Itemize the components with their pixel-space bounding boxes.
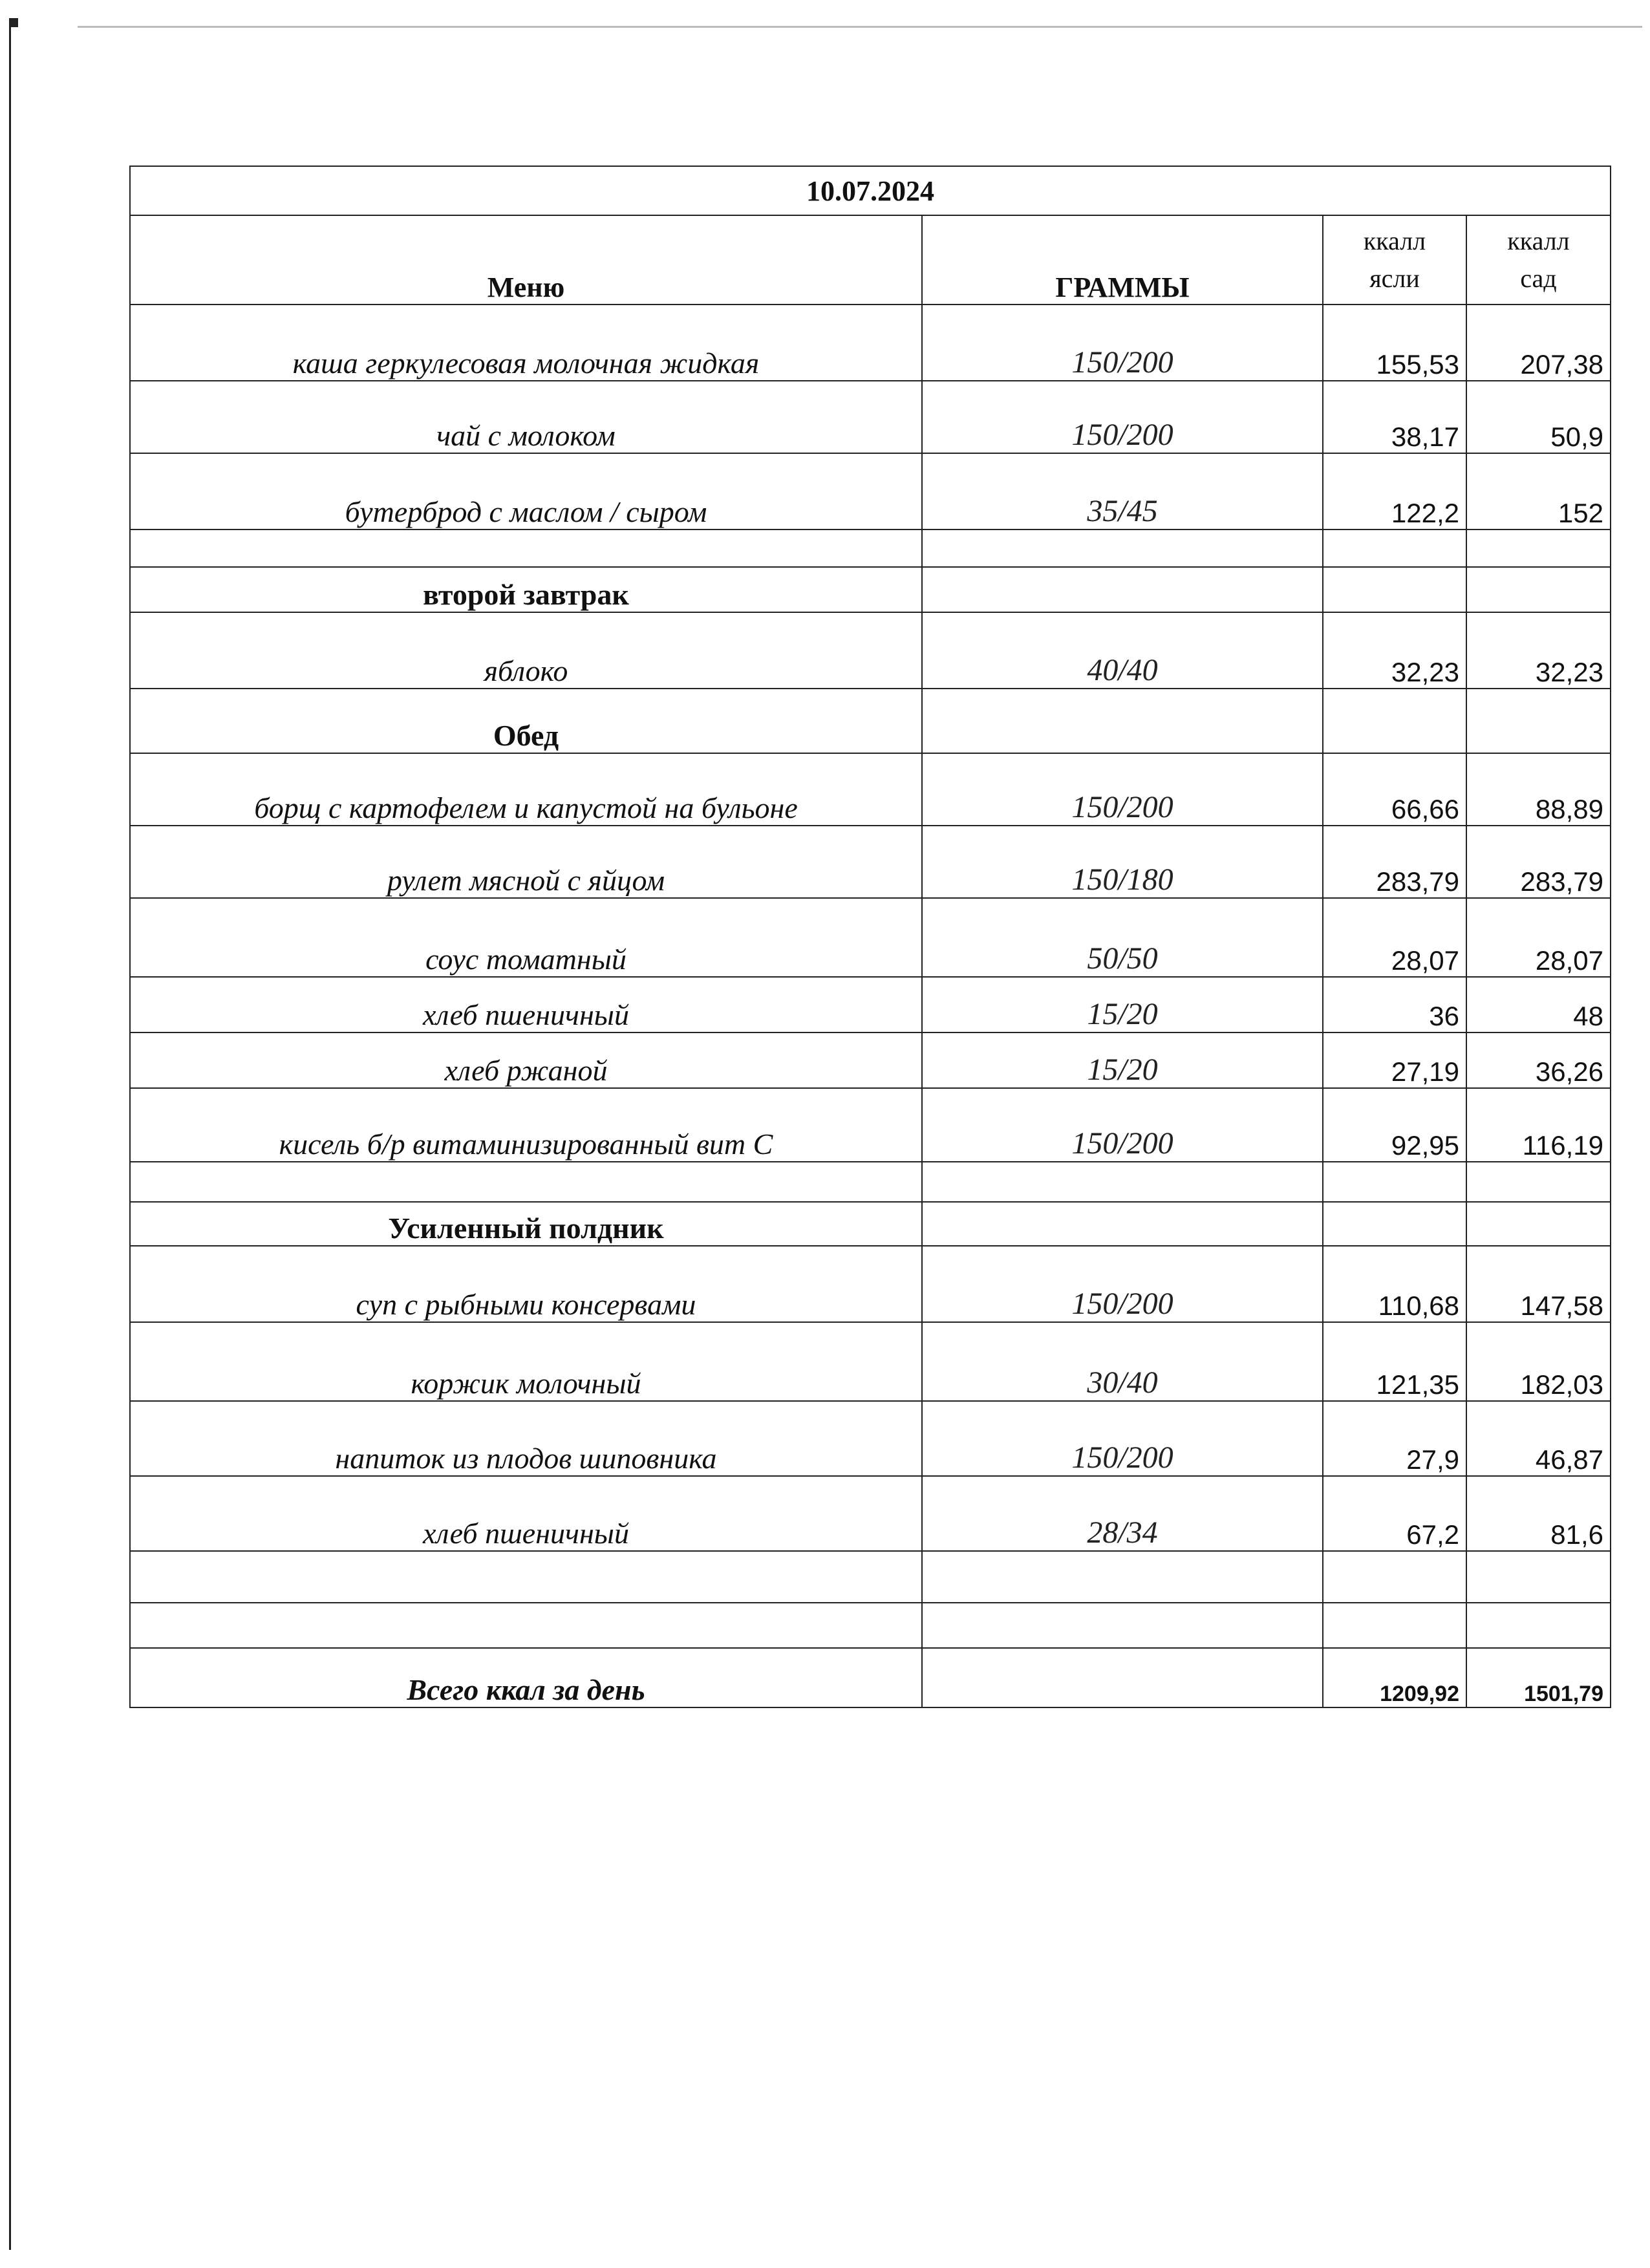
section-title: Усиленный полдник <box>130 1202 922 1246</box>
kcal-nursery-value: 28,07 <box>1323 898 1466 977</box>
section-row <box>130 689 1611 753</box>
dish-name: борщ с картофелем и капустой на бульоне <box>130 753 922 826</box>
section-title: Обед <box>130 689 922 753</box>
kcal-nursery-value: 27,19 <box>1323 1032 1466 1088</box>
empty-cell <box>1323 1551 1466 1603</box>
total-row <box>130 1648 1611 1707</box>
empty-cell <box>1323 567 1466 612</box>
kcal-garden-value: 36,26 <box>1466 1032 1611 1088</box>
kcal-nursery-value: 66,66 <box>1323 753 1466 826</box>
empty-cell <box>1323 530 1466 567</box>
menu-date: 10.07.2024 <box>130 166 1611 215</box>
empty-row <box>130 1603 1611 1648</box>
empty-cell <box>130 1551 922 1603</box>
kcal-garden-value: 182,03 <box>1466 1322 1611 1401</box>
kcal-nursery-line-1: ккалл <box>1363 226 1426 255</box>
kcal-nursery-value: 92,95 <box>1323 1088 1466 1162</box>
kcal-nursery-value: 38,17 <box>1323 381 1466 453</box>
column-header-grams: ГРАММЫ <box>922 215 1323 305</box>
dish-name: чай с молоком <box>130 381 922 453</box>
kcal-nursery-value: 283,79 <box>1323 826 1466 898</box>
menu-row <box>130 898 1611 977</box>
dish-name: суп с рыбными консервами <box>130 1246 922 1322</box>
dish-grams: 150/200 <box>922 305 1323 381</box>
dish-name: кисель б/р витаминизированный вит С <box>130 1088 922 1162</box>
kcal-garden-line-1: ккалл <box>1507 226 1570 255</box>
empty-cell <box>130 1162 922 1202</box>
dish-name: яблоко <box>130 612 922 689</box>
column-header-kcal-nursery <box>1323 215 1466 305</box>
empty-cell <box>130 530 922 567</box>
empty-row <box>130 1162 1611 1202</box>
section-row <box>130 567 1611 612</box>
section-row <box>130 1202 1611 1246</box>
empty-cell <box>1466 1551 1611 1603</box>
dish-name: хлеб пшеничный <box>130 1476 922 1551</box>
empty-cell <box>922 1551 1323 1603</box>
dish-grams: 15/20 <box>922 1032 1323 1088</box>
empty-row <box>130 1551 1611 1603</box>
menu-row <box>130 1476 1611 1551</box>
dish-name: бутерброд с маслом / сыром <box>130 453 922 530</box>
kcal-garden-value: 207,38 <box>1466 305 1611 381</box>
kcal-garden-value: 48 <box>1466 977 1611 1032</box>
empty-cell <box>922 530 1323 567</box>
menu-row <box>130 453 1611 530</box>
menu-row <box>130 1088 1611 1162</box>
empty-cell <box>1466 1162 1611 1202</box>
dish-grams: 150/200 <box>922 1088 1323 1162</box>
menu-row <box>130 1032 1611 1088</box>
kcal-garden-value: 28,07 <box>1466 898 1611 977</box>
kcal-garden-value: 116,19 <box>1466 1088 1611 1162</box>
empty-cell <box>1466 1603 1611 1648</box>
dish-name: рулет мясной с яйцом <box>130 826 922 898</box>
empty-row <box>130 530 1611 567</box>
kcal-nursery-value: 36 <box>1323 977 1466 1032</box>
empty-cell <box>1323 1202 1466 1246</box>
menu-row <box>130 1246 1611 1322</box>
empty-cell <box>1466 689 1611 753</box>
kcal-garden-value: 50,9 <box>1466 381 1611 453</box>
dish-grams: 150/180 <box>922 826 1323 898</box>
empty-cell <box>1466 567 1611 612</box>
kcal-nursery-value: 27,9 <box>1323 1401 1466 1476</box>
menu-row <box>130 305 1611 381</box>
kcal-garden-value: 46,87 <box>1466 1401 1611 1476</box>
scan-edge-left <box>9 26 11 2250</box>
empty-cell <box>922 1162 1323 1202</box>
kcal-garden-value: 32,23 <box>1466 612 1611 689</box>
dish-grams: 30/40 <box>922 1322 1323 1401</box>
dish-name: соус томатный <box>130 898 922 977</box>
kcal-garden-value: 81,6 <box>1466 1476 1611 1551</box>
kcal-garden-value: 283,79 <box>1466 826 1611 898</box>
dish-grams: 35/45 <box>922 453 1323 530</box>
menu-row <box>130 1322 1611 1401</box>
kcal-nursery-value: 122,2 <box>1323 453 1466 530</box>
kcal-nursery-value: 32,23 <box>1323 612 1466 689</box>
menu-row <box>130 977 1611 1032</box>
empty-cell <box>130 1603 922 1648</box>
dish-grams: 150/200 <box>922 1246 1323 1322</box>
total-kcal-nursery: 1209,92 <box>1323 1648 1466 1707</box>
dish-grams: 50/50 <box>922 898 1323 977</box>
kcal-garden-line-2: сад <box>1520 264 1557 293</box>
column-header-kcal-garden <box>1466 215 1611 305</box>
kcal-garden-value: 147,58 <box>1466 1246 1611 1322</box>
dish-name: напиток из плодов шиповника <box>130 1401 922 1476</box>
dish-name: хлеб пшеничный <box>130 977 922 1032</box>
menu-row <box>130 826 1611 898</box>
empty-cell <box>922 689 1323 753</box>
dish-grams: 150/200 <box>922 381 1323 453</box>
empty-cell <box>1466 530 1611 567</box>
empty-cell <box>1323 1162 1466 1202</box>
empty-cell <box>922 1603 1323 1648</box>
menu-table <box>129 166 1611 1708</box>
dish-grams: 28/34 <box>922 1476 1323 1551</box>
kcal-nursery-value: 110,68 <box>1323 1246 1466 1322</box>
total-kcal-garden: 1501,79 <box>1466 1648 1611 1707</box>
empty-cell <box>922 1648 1323 1707</box>
empty-cell <box>922 567 1323 612</box>
dish-grams: 15/20 <box>922 977 1323 1032</box>
empty-cell <box>922 1202 1323 1246</box>
menu-row <box>130 381 1611 453</box>
dish-name: каша геркулесовая молочная жидкая <box>130 305 922 381</box>
kcal-garden-value: 88,89 <box>1466 753 1611 826</box>
scan-edge-top <box>78 26 1642 28</box>
empty-cell <box>1323 689 1466 753</box>
dish-name: хлеб ржаной <box>130 1032 922 1088</box>
kcal-nursery-value: 155,53 <box>1323 305 1466 381</box>
empty-cell <box>1323 1603 1466 1648</box>
menu-row <box>130 753 1611 826</box>
kcal-garden-value: 152 <box>1466 453 1611 530</box>
column-header-menu: Меню <box>130 215 922 305</box>
empty-cell <box>1466 1202 1611 1246</box>
menu-row <box>130 1401 1611 1476</box>
total-label: Всего ккал за день <box>130 1648 922 1707</box>
menu-row <box>130 612 1611 689</box>
kcal-nursery-line-2: ясли <box>1369 264 1420 293</box>
dish-grams: 150/200 <box>922 1401 1323 1476</box>
kcal-nursery-value: 121,35 <box>1323 1322 1466 1401</box>
dish-grams: 40/40 <box>922 612 1323 689</box>
dish-grams: 150/200 <box>922 753 1323 826</box>
kcal-nursery-value: 67,2 <box>1323 1476 1466 1551</box>
dish-name: коржик молочный <box>130 1322 922 1401</box>
section-title: второй завтрак <box>130 567 922 612</box>
